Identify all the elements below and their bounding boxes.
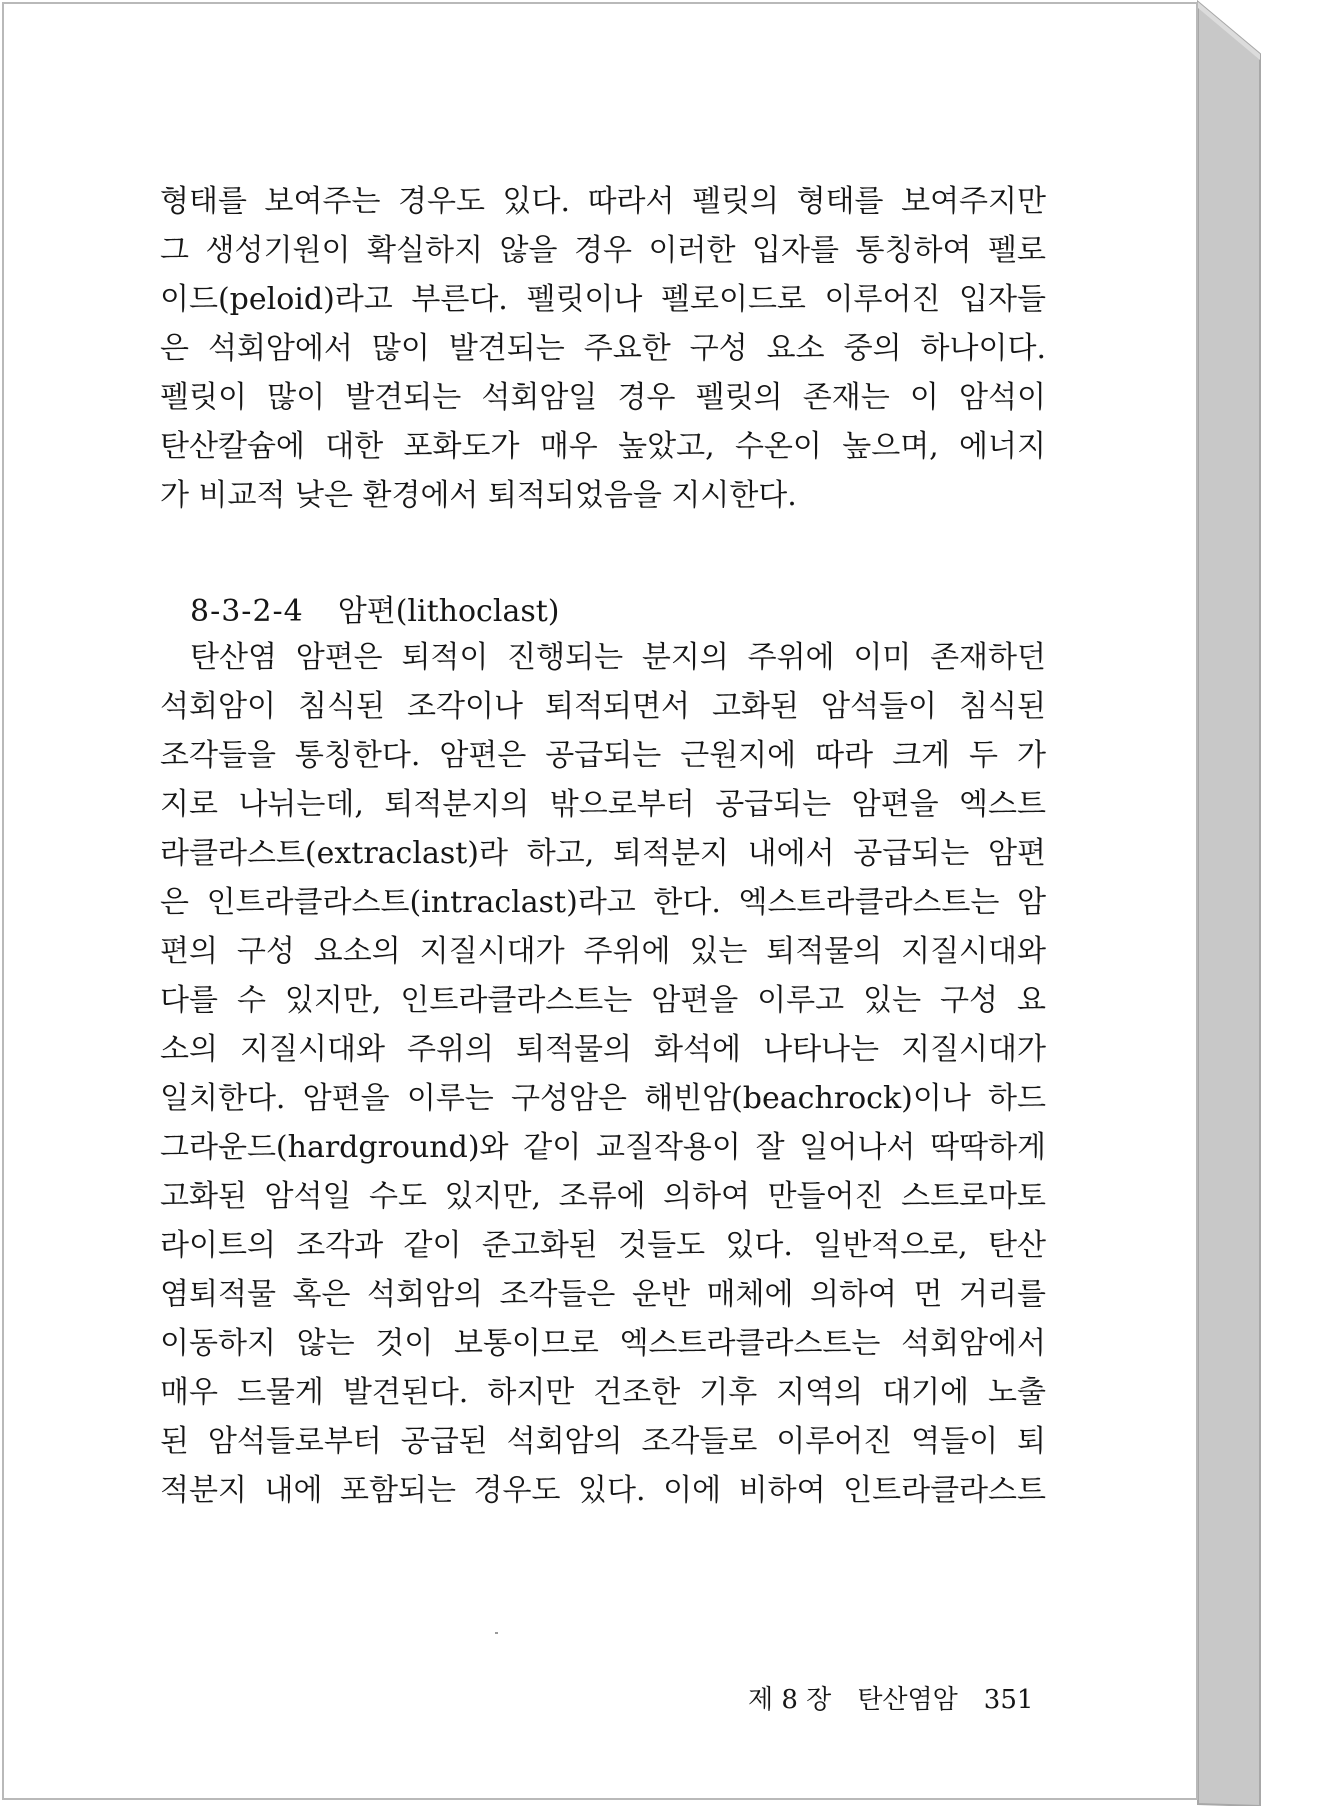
text-line: 조각들을 통칭한다. 암편은 공급되는 근원지에 따라 크게 두 가 <box>160 738 1046 773</box>
text-line: 가 비교적 낮은 환경에서 퇴적되었음을 지시한다. <box>160 478 797 513</box>
text-line: 석회암이 침식된 조각이나 퇴적되면서 고화된 암석들이 침식된 <box>160 689 1046 724</box>
stray-mark <box>495 1632 498 1634</box>
text-line: 이드(peloid)라고 부른다. 펠릿이나 펠로이드로 이루어진 입자들 <box>160 282 1046 317</box>
text-line: 소의 지질시대와 주위의 퇴적물의 화석에 나타나는 지질시대가 <box>160 1032 1046 1067</box>
text-line: 은 석회암에서 많이 발견되는 주요한 구성 요소 중의 하나이다. <box>160 331 1046 366</box>
section-number: 8-3-2-4 <box>190 594 304 629</box>
footer-chapter: 제 8 장 <box>748 1684 832 1715</box>
page <box>2 2 1198 1800</box>
text-line: 다를 수 있지만, 인트라클라스트는 암편을 이루고 있는 구성 요 <box>160 983 1046 1018</box>
text-line: 일치한다. 암편을 이루는 구성암은 해빈암(beachrock)이나 하드 <box>160 1081 1046 1116</box>
text-line: 이동하지 않는 것이 보통이므로 엑스트라클라스트는 석회암에서 <box>160 1326 1046 1361</box>
section-title: 암편(lithoclast) <box>337 594 560 629</box>
text-line: 펠릿이 많이 발견되는 석회암일 경우 펠릿의 존재는 이 암석이 <box>160 380 1046 415</box>
text-line: 매우 드물게 발견된다. 하지만 건조한 기후 지역의 대기에 노출 <box>160 1375 1046 1410</box>
text-line: 형태를 보여주는 경우도 있다. 따라서 펠릿의 형태를 보여주지만 <box>160 184 1046 219</box>
text-line: 라클라스트(extraclast)라 하고, 퇴적분지 내에서 공급되는 암편 <box>160 836 1046 871</box>
text-line: 탄산염 암편은 퇴적이 진행되는 분지의 주위에 이미 존재하던 <box>190 640 1046 675</box>
text-line: 라이트의 조각과 같이 준고화된 것들도 있다. 일반적으로, 탄산 <box>160 1228 1046 1263</box>
text-line: 된 암석들로부터 공급된 석회암의 조각들로 이루어진 역들이 퇴 <box>160 1424 1046 1459</box>
text-line: 고화된 암석일 수도 있지만, 조류에 의하여 만들어진 스트로마토 <box>160 1179 1046 1214</box>
text-line: 그라운드(hardground)와 같이 교질작용이 잘 일어나서 딱딱하게 <box>160 1130 1046 1165</box>
footer-chapter-title: 탄산염암 <box>857 1684 958 1715</box>
text-line: 탄산칼슘에 대한 포화도가 매우 높았고, 수온이 높으며, 에너지 <box>160 429 1046 464</box>
text-line: 지로 나뉘는데, 퇴적분지의 밖으로부터 공급되는 암편을 엑스트 <box>160 787 1046 822</box>
text-line: 편의 구성 요소의 지질시대가 주위에 있는 퇴적물의 지질시대와 <box>160 934 1046 969</box>
page-number: 351 <box>983 1684 1034 1715</box>
text-line: 그 생성기원이 확실하지 않을 경우 이러한 입자를 통칭하여 펠로 <box>160 233 1046 268</box>
text-line: 염퇴적물 혹은 석회암의 조각들은 운반 매체에 의하여 먼 거리를 <box>160 1277 1046 1312</box>
running-footer <box>748 1680 1033 1720</box>
text-line: 은 인트라클라스트(intraclast)라고 한다. 엑스트라클라스트는 암 <box>160 885 1046 920</box>
section-heading <box>190 590 560 634</box>
text-line: 적분지 내에 포함되는 경우도 있다. 이에 비하여 인트라클라스트 <box>160 1473 1046 1508</box>
